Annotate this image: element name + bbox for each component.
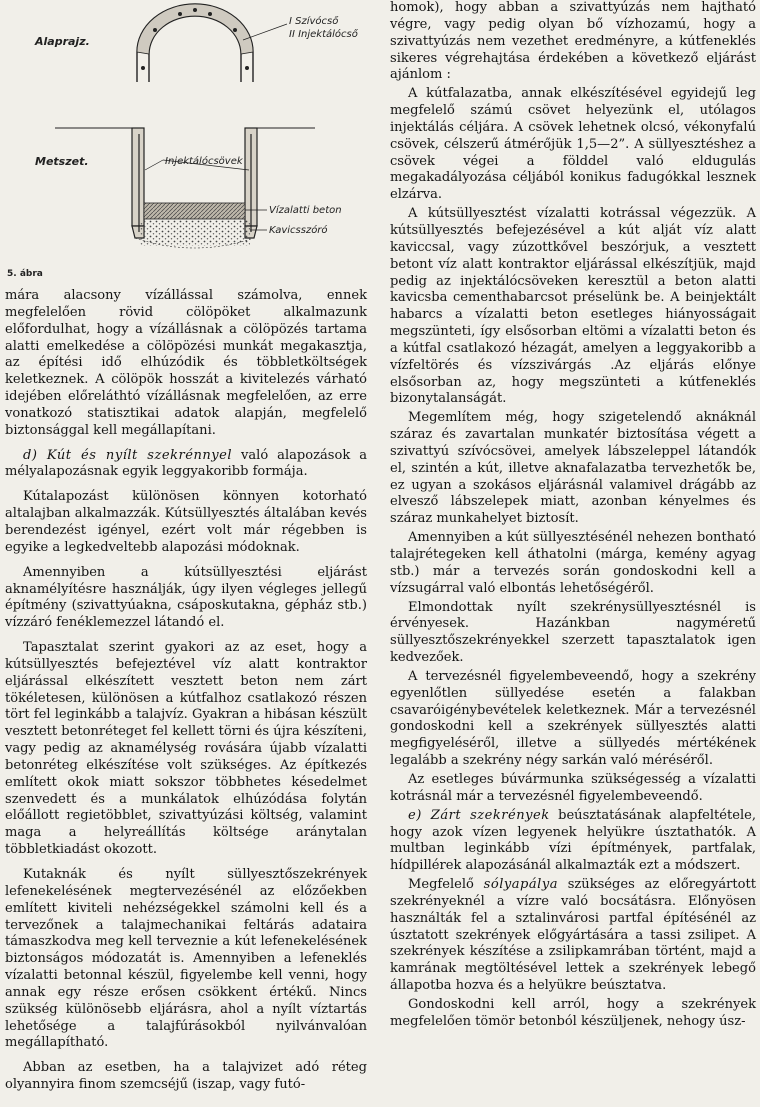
paragraph: Tapasztalat szerint gyakori az az eset, hogy a kútsüllyesztés befejeztével víz alatt kontraktor eljárással elkészített vesztett beton nem zárt tökéletesen, különösen a kútfalhoz csatlakozó részen tört fel leginkább a talajvíz. Gyakran a hibásan készült vesztett betonréteget fel kellett törni és újra készíteni, vagy pedig az aknamélység rovására újabb vízalatti betonréteg elkészítése volt szükséges. Az építkezés említett okok miatt sokszor többhetes késedelmet szenvedett és a munkálatok elhúzódása folytán előállott regietöbblet, szivattyúzási költség, valamint maga a helyreállítás költsége aránytalan többletkiadást okozott. [5, 640, 367, 858]
emphasis-term: sólyapálya [483, 877, 558, 893]
left-column [5, 0, 367, 1096]
paragraph: Megemlítem még, hogy szigetelendő aknáknál száraz és zavartalan munkatér biztosítása végett a szivattyú szívócsövei, amelyek lábszeleppel látandók el, szintén a kút, illetve aknafalazatba tervezhetők be, ez ugyan a szokásos eljárásnál valamivel drágább az elvesző lábszelepek miatt, azonban kényelmes és száraz munkahelyet biztosít. [390, 410, 756, 527]
paragraph-section-d [5, 448, 367, 482]
figure-5 [5, 0, 367, 288]
figure-caption: 5. ábra [7, 269, 43, 279]
section-d-heading: d) Kút és nyílt szekrénnyel [23, 447, 233, 463]
paragraph: Az esetleges búvármunka szükségesség a vízalatti kotrásnál már a tervezésnél figyelembeveendő. [390, 771, 756, 804]
section-e-text: beúsztatásának alapfeltétele, hogy azok vízen legyenek helyükre úsztathatók. A multban leginkább vízi építmények, partfalak, hídpillérek alapozásánál alkalmazták ezt a módszert. [390, 807, 757, 874]
label-underwater-concrete: Vízalatti beton [269, 205, 342, 216]
paragraph [390, 877, 756, 995]
section-e-heading: e) Zárt szekrények [408, 807, 550, 823]
paragraph: Amennyiben a kútsüllyesztési eljárást aknamélyítésre használják, úgy ilyen végleges jellegű építmény (szivattyúakna, csáposkutakna, gépház stb.) vízzáró fenéklemezzel látandó el. [5, 564, 367, 631]
paragraph: Amennyiben a kút süllyesztésénél nehezen bontható talajrétegeken kell áthatolni (márga, kemény agyag stb.) már a tervezés során gondoskodni kell a vízsugárral való elbontás lehetőségéről. [390, 530, 756, 596]
legend-suction-pipe: I Szívócső [289, 16, 339, 27]
paragraph: Kútalapozást különösen könnyen kotorható altalajban alkalmazzák. Kútsüllyesztés általában kevés berendezést igényel, ezért volt már régebben is egyike a legkedveltebb alapozási módoknak. [5, 489, 367, 555]
paragraph-section-e [390, 808, 756, 875]
text: Megfelelő [408, 877, 484, 893]
label-injection-pipes: Injektálócsövek [165, 156, 243, 167]
paragraph: Kutaknák és nyílt süllyesztőszekrények lefenekelésének megtervezésénél az előzőekben említett kiviteli nehézségekkel számolni kell és a tervezőnek a talajmechanikai feltárás adataira támaszkodva meg kell terveznie a kút lefenekelésének biztonságos módozatát is. Amennyiben a lefeneklés vízalatti betonnal készül, figyelembe kell venni, hogy annak egy része erősen csökkent értékű. Nincs szükség különösebb eljárásra, ahol a nyílt víztartás lehetősége a talajfúrásokból nyilvánvalóan megállapítható. [5, 867, 367, 1051]
text: szükséges az előregyártott szekrényeknél a vízre való bocsátásra. Előnyösen használták fel a sztalinvárosi partfal építésénél az úsztatott szekrények előgyártására a tassi zsilipet. A szekrények készítése a zsilipkamrában történt, majd a kamrának megtöltésével lettek a szekrények lebegő állapotba hozva és a helyükre beúsztatva. [390, 877, 756, 994]
paragraph: A kútsüllyesztést vízalatti kotrással végezzük. A kútsüllyesztés befejezésével a kút alját víz alatt kaviccsal, vagy zúzottkővel beszórjuk, a vesztett betont víz alatt kontraktor eljárással elkészítjük, majd pedig az injektálócsöveken keresztül a beton alatti kavicsba cementhabarcsot préselünk be. A beinjektált habarcs a vízalatti beton esetleges hiányosságait megszünteti, így elsősorban eltömi a vízalatti beton és a kútfal csatlakozó hézagát, amelyen a leggyakoribb a vízfeltörés és vízszivárgás .Az eljárás előnye elsősorban az, hogy megszünteti a kútfeneklés bizonytalanságát. [390, 206, 756, 407]
paragraph: A kútfalazatba, annak elkészítésével egyidejű leg megfelelő számú csövet helyezünk el, utólagos injektálás céljára. A csövek lehetnek olcsó, vékonyfalú csövek, célszerű átmérőjük 1,5—2”. A süllyesztéshez a csövek végei a földdel való eldugulás megakadályozása céljából konikus fadugókkal lesznek elzárva. [390, 86, 756, 203]
paragraph: Gondoskodni kell arról, hogy a szekrények megfelelően tömör betonból készüljenek, nehogy úsz- [390, 996, 756, 1029]
paragraph: homok), hogy abban a szivattyúzás nem hajtható végre, vagy pedig olyan bő vízhozamú, hogy a szivattyúzás nem vezethet eredményre, a kútfeneklés sikeres végrehajtása érdekében a következő eljárást ajánlom : [390, 0, 756, 83]
section-d-text: való alapozások a mélyalapozásnak egyik leggyakoribb formája. [5, 447, 367, 480]
paragraph: A tervezésnél figyelembeveendő, hogy a szekrény egyenlőtlen süllyedése esetén a falakban csavaróigénybevételek keletkeznek. Már a tervezésnél gondoskodni kell a szekrények süllyesztés alatti megfigyeléséről, illetve a süllyedés mértékének legalább a szekrény négy sarkán való méréséről. [390, 668, 756, 769]
plan-view-title: Alaprajz. [35, 35, 90, 48]
paragraph: Abban az esetben, ha a talajvizet adó réteg olyannyira finom szemcséjű (iszap, vagy futó- [5, 1060, 367, 1093]
legend-injection-pipe: II Injektálócső [289, 29, 358, 40]
section-view-title: Metszet. [35, 155, 89, 168]
label-gravel: Kavicsszóró [269, 225, 328, 236]
paragraph: Elmondottak nyílt szekrénysüllyesztésnél is érvényesek. Hazánkban nagyméretű süllyesztőszekrényekkel szerzett tapasztalatok igen kedvezőek. [390, 599, 756, 666]
paragraph: mára alacsony vízállással számolva, ennek megfelelően rövid cölöpöket alkalmazunk előfordulhat, hogy a vízállásnak a cölöpözés tartama alatti emelkedése a cölöpözési munkát megakasztja, az építési idő elhúzódik és többletköltségek keletkeznek. A cölöpök hosszát a kivitelezés várható idejében előreláthtó vízállásnak megfelelően, az erre vonatkozó statisztikai adatok alapján, megfelelő biztonsággal kell megállapítani. [5, 288, 367, 438]
right-column [390, 0, 756, 1033]
